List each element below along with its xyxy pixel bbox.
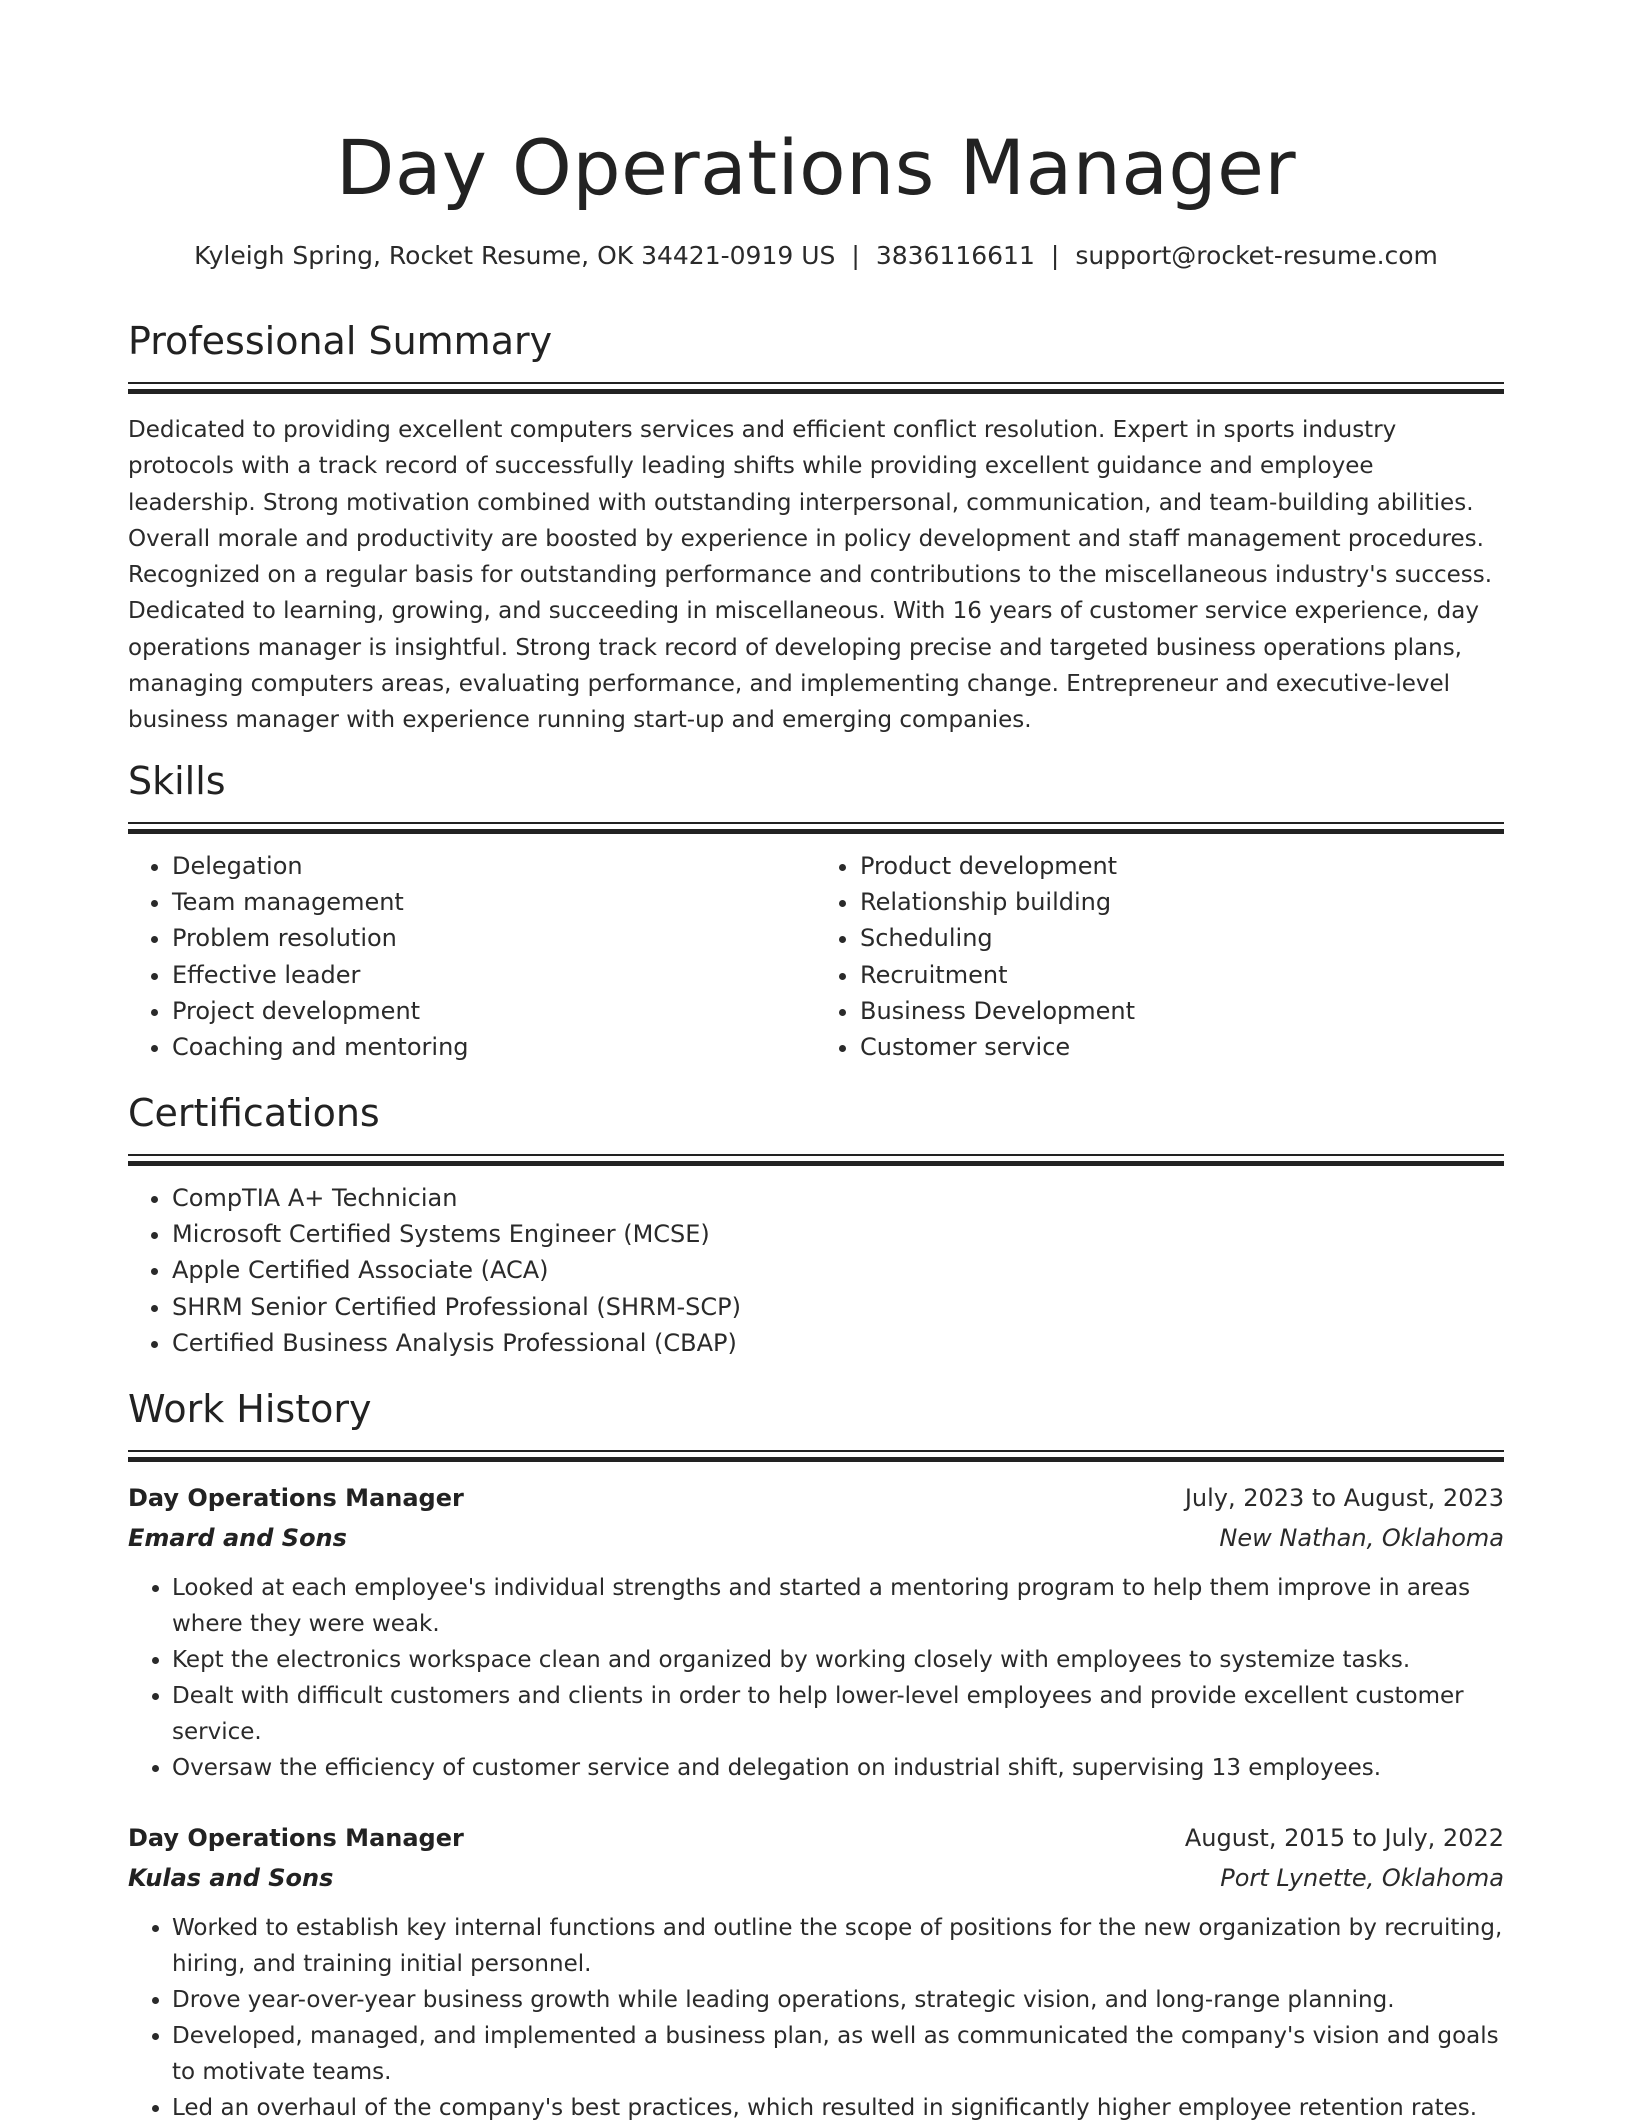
job-company: Kulas and Sons <box>128 1864 334 1892</box>
list-item: • Team management <box>172 884 816 920</box>
section-divider <box>128 822 1504 834</box>
list-item: • CompTIA A+ Technician <box>172 1180 1504 1216</box>
job-company-row <box>128 1518 1504 1558</box>
list-item: • Delegation <box>172 848 816 884</box>
job-bullets <box>128 1910 1504 2126</box>
skills-column-right <box>816 834 1504 1065</box>
list-item: • Apple Certified Associate (ACA) <box>172 1252 1504 1288</box>
skills-list-right <box>816 848 1504 1065</box>
contact-phone: 3836116611 <box>875 241 1035 270</box>
job-dates: July, 2023 to August, 2023 <box>1184 1484 1504 1512</box>
contact-separator: | <box>851 241 860 270</box>
job-list <box>128 1478 1504 2126</box>
job-location: New Nathan, Oklahoma <box>1219 1524 1504 1552</box>
list-item: • Worked to establish key internal functions and outline the scope of positions for the new organization by recruiting, hiring, and training initial personnel. <box>172 1910 1504 1982</box>
certifications-heading: Certifications <box>128 1091 380 1135</box>
summary-heading: Professional Summary <box>128 319 553 363</box>
work-history-section <box>128 1384 1504 2126</box>
job-entry <box>128 1818 1504 2126</box>
list-item: • SHRM Senior Certified Professional (SHRM-SCP) <box>172 1289 1504 1325</box>
list-item: • Led an overhaul of the company's best practices, which resulted in significantly higher employee retention rates. <box>172 2090 1504 2126</box>
list-item: • Dealt with difficult customers and clients in order to help lower-level employees and provide excellent customer service. <box>172 1678 1504 1750</box>
skills-columns <box>128 834 1504 1065</box>
list-item: • Kept the electronics workspace clean and organized by working closely with employees to systemize tasks. <box>172 1642 1504 1678</box>
job-title: Day Operations Manager <box>128 1824 464 1852</box>
job-entry <box>128 1478 1504 1786</box>
section-divider <box>128 1450 1504 1462</box>
list-item: • Project development <box>172 993 816 1029</box>
list-item: • Relationship building <box>860 884 1504 920</box>
contact-email: support@rocket-resume.com <box>1075 241 1438 270</box>
job-title: Day Operations Manager <box>128 1484 464 1512</box>
skills-column-left <box>128 834 816 1065</box>
list-item: • Effective leader <box>172 957 816 993</box>
job-company-row <box>128 1858 1504 1898</box>
job-company: Emard and Sons <box>128 1524 347 1552</box>
list-item: • Drove year-over-year business growth while leading operations, strategic vision, and long-range planning. <box>172 1982 1504 2018</box>
certifications-section <box>128 1088 1504 1361</box>
list-item: • Developed, managed, and implemented a business plan, as well as communicated the company's vision and goals to motivate teams. <box>172 2018 1504 2090</box>
list-item: • Looked at each employee's individual strengths and started a mentoring program to help them improve in areas where they were weak. <box>172 1570 1504 1642</box>
list-item: • Oversaw the efficiency of customer service and delegation on industrial shift, supervising 13 employees. <box>172 1750 1504 1786</box>
list-item: • Coaching and mentoring <box>172 1029 816 1065</box>
job-header-row <box>128 1818 1504 1858</box>
list-item: • Customer service <box>860 1029 1504 1065</box>
contact-line <box>128 238 1504 274</box>
list-item: • Recruitment <box>860 957 1504 993</box>
skills-heading: Skills <box>128 759 226 803</box>
job-bullets <box>128 1570 1504 1786</box>
section-divider <box>128 382 1504 394</box>
contact-address: Kyleigh Spring, Rocket Resume, OK 34421-0919 US <box>194 241 836 270</box>
list-item: • Business Development <box>860 993 1504 1029</box>
job-header-row <box>128 1478 1504 1518</box>
skills-section <box>128 756 1504 1065</box>
contact-separator: | <box>1050 241 1060 270</box>
section-divider <box>128 1154 1504 1166</box>
certifications-list <box>128 1180 1504 1361</box>
skills-list-left <box>128 848 816 1065</box>
summary-section <box>128 316 1504 739</box>
job-location: Port Lynette, Oklahoma <box>1220 1864 1504 1892</box>
list-item: • Scheduling <box>860 920 1504 956</box>
work-history-heading: Work History <box>128 1387 372 1431</box>
list-item: • Problem resolution <box>172 920 816 956</box>
list-item: • Microsoft Certified Systems Engineer (MCSE) <box>172 1216 1504 1252</box>
summary-text: Dedicated to providing excellent computers services and efficient conflict resolution. Expert in sports industry protocols with a track record of successfully leading shifts while providing excellent guidance and employee leadership. Strong motivation combined with outstanding interpersonal, communication, and team-building abilities. Overall morale and productivity are boosted by experience in policy development and staff management procedures. Recognized on a regular basis for outstanding performance and contributions to the miscellaneous industry's success. Dedicated to learning, growing, and succeeding in miscellaneous. With 16 years of customer service experience, day operations manager is insightful. Strong track record of developing precise and targeted business operations plans, managing computers areas, evaluating performance, and implementing change. Entrepreneur and executive-level business manager with experience running start-up and emerging companies. <box>128 417 1493 734</box>
list-item: • Certified Business Analysis Professional (CBAP) <box>172 1325 1504 1361</box>
job-dates: August, 2015 to July, 2022 <box>1184 1824 1504 1852</box>
list-item: • Product development <box>860 848 1504 884</box>
resume-title: Day Operations Manager <box>335 123 1297 212</box>
